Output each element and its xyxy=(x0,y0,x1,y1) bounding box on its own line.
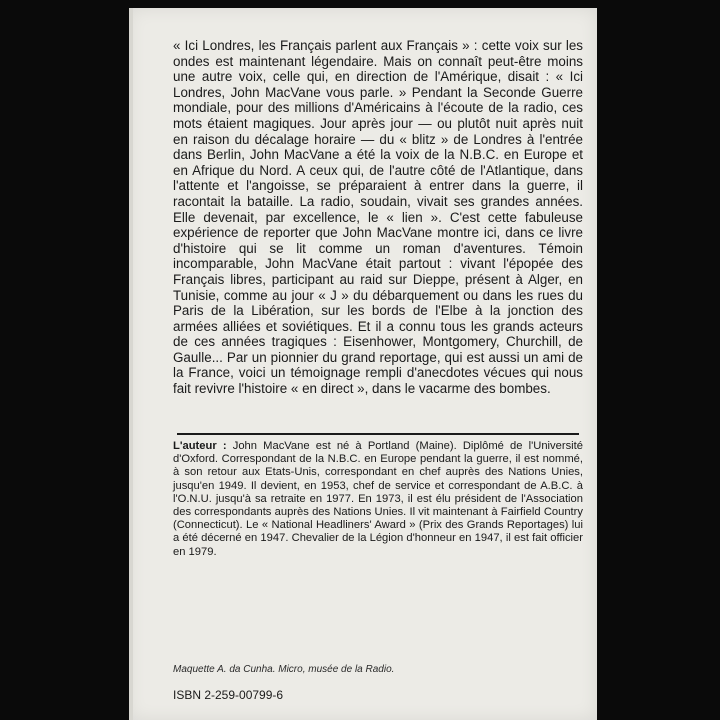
author-label: L'auteur : xyxy=(173,440,227,452)
cover-spine-edge xyxy=(129,8,133,720)
isbn-number: ISBN 2-259-00799-6 xyxy=(173,688,284,702)
author-bio-text: John MacVane est né à Portland (Maine). Diplômé de l'Université d'Oxford. Correspondant de la N.B.C. en Europe pendant la guerre, il est nommé, à son retour aux Etats-Unis, correspondant en chef auprès des Nations Unies, jusqu'en 1949. Il devient, en 1953, chef de service et correspondant de A.B.C. à l'O.N.U. jusqu'à sa retraite en 1977. En 1973, il est élu président de l'Association des correspondants auprès des Nations Unies. Il vit maintenant à Fairfield Country (Connecticut). Le « National Headliners' Award » (Prix des Grands Reportages) lui a été décerné en 1947. Chevalier de la Légion d'honneur en 1947, il est fait officier en 1979. xyxy=(173,440,583,558)
blurb-text: « Ici Londres, les Français parlent aux Français » : cette voix sur les ondes est maintenant légendaire. Mais on connaît peut-être moins une autre voix, celle qui, en direction de l'Amérique, disait : « Ici Londres, John MacVane vous parle. » Pendant la Seconde Guerre mondiale, pour des millions d'Américains à l'écoute de la radio, ces mots étaient magiques. Jour après jour — ou plutôt nuit après nuit en raison du décalage horaire — du « blitz » de Londres à l'entrée dans Berlin, John MacVane a été la voix de la N.B.C. en Europe et en Afrique du Nord. A ceux qui, de l'autre côté de l'Atlantique, dans l'attente et l'angoisse, se préparaient à entrer dans la guerre, il racontait la bataille. La radio, soudain, vivait ses grandes années. Elle devenait, par excellence, le « lien ». C'est cette fabuleuse expérience de reporter que John MacVane montre ici, dans ce livre d'histoire qui se lit comme un roman d'aventures. Témoin incomparable, John MacVane était partout : vivant l'épopée des Français libres, participant au raid sur Dieppe, présent à Alger, en Tunisie, comme au jour « J » du débarquement ou dans les rues du Paris de la Libération, sur les bords de l'Elbe à la jonction des armées alliées et soviétiques. Et il a connu tous les grands acteurs de ces années tragiques : Eisenhower, Montgomery, Churchill, de Gaulle... Par un pionnier du grand reportage, qui est aussi un ami de la France, voici un témoignage rempli d'anecdotes vécues qui nous fait revivre l'histoire « en direct », dans le vacarme des bombes. xyxy=(173,38,583,397)
section-divider xyxy=(177,433,579,435)
book-back-cover xyxy=(129,8,597,720)
author-bio xyxy=(173,440,583,559)
design-credit: Maquette A. da Cunha. Micro, musée de la Radio. xyxy=(173,664,395,675)
